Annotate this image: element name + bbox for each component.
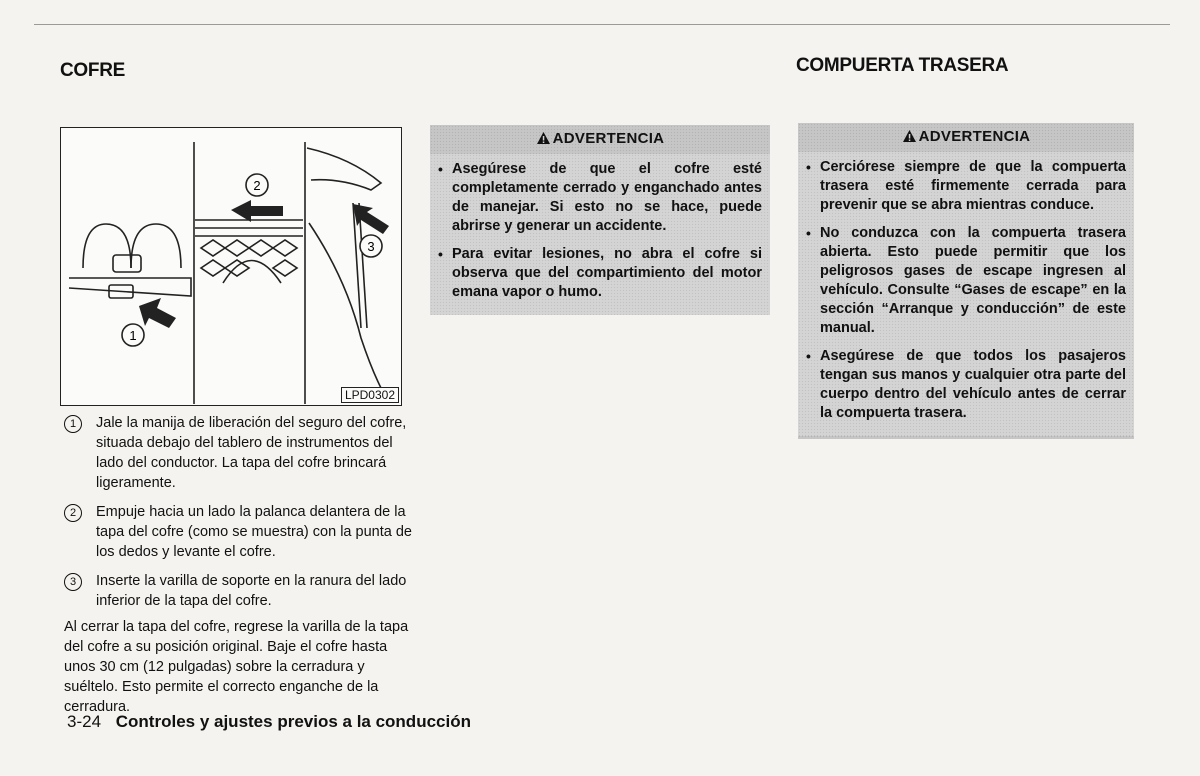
release-lever-icon bbox=[113, 255, 141, 272]
callout-1 bbox=[122, 324, 144, 346]
warning-item-text: Asegúrese de que todos los pasajeros tengan sus manos y cualquier otra parte del cuerpo dentro del vehículo antes de cerrar la compuerta trasera. bbox=[820, 348, 1126, 421]
warning-title: ADVERTENCIA bbox=[918, 128, 1031, 145]
svg-text:2: 2 bbox=[253, 178, 261, 193]
callout-2 bbox=[246, 174, 268, 196]
warning-item bbox=[806, 347, 1126, 423]
step-number: 3 bbox=[64, 573, 82, 591]
callout-3 bbox=[360, 235, 382, 257]
warning-body bbox=[798, 152, 1134, 436]
bullet-icon: • bbox=[806, 159, 811, 175]
warning-box-compuerta bbox=[798, 123, 1134, 439]
step-item bbox=[64, 413, 414, 493]
warning-body bbox=[430, 154, 770, 315]
warning-header bbox=[798, 123, 1134, 148]
warning-item bbox=[438, 245, 762, 302]
bullet-icon: • bbox=[806, 225, 811, 241]
svg-text:3: 3 bbox=[367, 239, 375, 254]
warning-item bbox=[438, 160, 762, 236]
hood-release-illustration bbox=[60, 127, 402, 406]
bullet-icon: • bbox=[806, 348, 811, 364]
warning-triangle-icon bbox=[536, 131, 551, 145]
figure-code: LPD0302 bbox=[341, 387, 399, 403]
warning-item bbox=[806, 158, 1126, 215]
closing-paragraph: Al cerrar la tapa del cofre, regrese la varilla de la tapa del cofre a su posición original. Baje el cofre hasta unos 30 cm (12 pulgadas) sobre la cerradura y suéltelo. Esto permite el correcto enganche de la cerradura. bbox=[64, 619, 409, 715]
hood-steps-list bbox=[64, 413, 414, 620]
arrow-push-icon bbox=[231, 200, 283, 222]
warning-item bbox=[806, 224, 1126, 338]
top-rule bbox=[34, 24, 1170, 25]
seat-shape-left bbox=[83, 224, 131, 268]
section-heading-compuerta: COMPUERTA TRASERA bbox=[796, 55, 1009, 76]
warning-item-text: Para evitar lesiones, no abra el cofre si observa que del compartimiento del motor emana vapor o humo. bbox=[452, 246, 762, 300]
seat-shape-right bbox=[131, 224, 181, 268]
warning-item-text: Cerciórese siempre de que la compuerta trasera esté firmemente cerrada para prevenir que se abra mientras conduce. bbox=[820, 159, 1126, 213]
page-footer bbox=[67, 712, 471, 732]
illustration-drawing bbox=[61, 128, 400, 404]
step-number: 2 bbox=[64, 504, 82, 522]
bullet-icon: • bbox=[438, 161, 443, 177]
warning-header bbox=[430, 125, 770, 150]
step-item bbox=[64, 571, 414, 611]
step-text: Empuje hacia un lado la palanca delantera de la tapa del cofre (como se muestra) con la punta de los dedos y levante el cofre. bbox=[96, 504, 412, 560]
chapter-title: Controles y ajustes previos a la conducción bbox=[115, 712, 471, 731]
step-text: Jale la manija de liberación del seguro del cofre, situada debajo del tablero de instrumentos del lado del conductor. La tapa del cofre brincará ligeramente. bbox=[96, 415, 407, 491]
warning-title: ADVERTENCIA bbox=[552, 130, 665, 147]
step-number: 1 bbox=[64, 415, 82, 433]
warning-item-text: Asegúrese de que el cofre esté completamente cerrado y enganchado antes de manejar. Si esto no se hace, puede abrirse y generar un accidente. bbox=[452, 161, 762, 234]
warning-item-text: No conduzca con la compuerta trasera abierta. Esto puede permitir que los peligrosos gases de escape ingresen al vehículo. Consulte “Gases de escape” en la sección “Arranque y conducción” de este manual. bbox=[820, 225, 1126, 336]
section-heading-cofre: COFRE bbox=[60, 60, 126, 81]
bullet-icon: • bbox=[438, 246, 443, 262]
arrow-insert-icon bbox=[353, 204, 389, 234]
warning-box-cofre bbox=[430, 125, 770, 302]
warning-triangle-icon bbox=[902, 129, 917, 143]
step-text: Inserte la varilla de soporte en la ranura del lado inferior de la tapa del cofre. bbox=[96, 573, 407, 609]
page-number: 3-24 bbox=[67, 712, 102, 731]
svg-text:1: 1 bbox=[129, 328, 137, 343]
step-item bbox=[64, 502, 414, 562]
arrow-pull-icon bbox=[139, 298, 176, 328]
